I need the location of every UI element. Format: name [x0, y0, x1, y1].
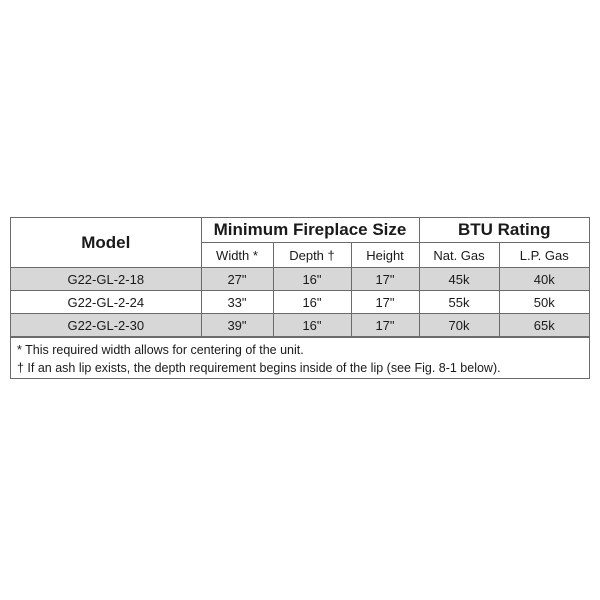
table-row [11, 314, 589, 337]
lp-gas-cell: 65k [499, 314, 589, 337]
depth-cell: 16" [273, 268, 351, 291]
lp-gas-cell: 50k [499, 291, 589, 314]
table-row [11, 268, 589, 291]
width-subheader: Width * [201, 243, 273, 268]
height-cell: 17" [351, 314, 419, 337]
nat-gas-cell: 70k [419, 314, 499, 337]
height-cell: 17" [351, 268, 419, 291]
lp-gas-subheader: L.P. Gas [499, 243, 589, 268]
width-cell: 33" [201, 291, 273, 314]
depth-cell: 16" [273, 291, 351, 314]
model-column-header: Model [11, 218, 201, 268]
width-footnote: * This required width allows for centering of the unit. [17, 343, 304, 357]
spec-table-grid [11, 218, 589, 337]
nat-gas-subheader: Nat. Gas [419, 243, 499, 268]
depth-cell: 16" [273, 314, 351, 337]
btu-rating-header: BTU Rating [419, 218, 589, 243]
model-cell: G22-GL-2-24 [11, 291, 201, 314]
height-subheader: Height [351, 243, 419, 268]
fireplace-spec-table [10, 217, 590, 379]
nat-gas-cell: 45k [419, 268, 499, 291]
nat-gas-cell: 55k [419, 291, 499, 314]
model-cell: G22-GL-2-30 [11, 314, 201, 337]
width-cell: 39" [201, 314, 273, 337]
height-cell: 17" [351, 291, 419, 314]
table-row [11, 291, 589, 314]
table-footnotes [11, 337, 589, 377]
depth-subheader: Depth † [273, 243, 351, 268]
depth-footnote: † If an ash lip exists, the depth requirement begins inside of the lip (see Fig. 8-1 below). [17, 361, 501, 375]
lp-gas-cell: 40k [499, 268, 589, 291]
model-cell: G22-GL-2-18 [11, 268, 201, 291]
width-cell: 27" [201, 268, 273, 291]
fireplace-size-header: Minimum Fireplace Size [201, 218, 419, 243]
